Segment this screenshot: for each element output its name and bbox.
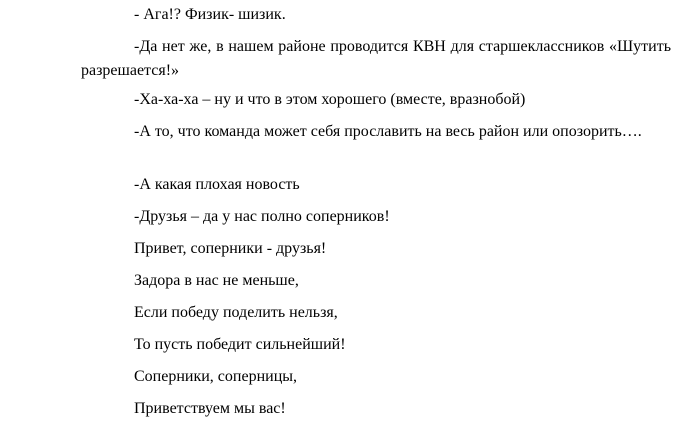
paragraph-2: -Да нет же, в нашем районе проводится КВН для старшеклассников «Шутить разрешается!» — [81, 38, 671, 79]
paragraph-4: -А то, что команда может себя прославить на весь район или опозорить…. — [134, 123, 642, 140]
paragraph-9: Если победу поделить нельзя, — [134, 304, 338, 321]
paragraph-5: -А какая плохая новость — [134, 176, 300, 193]
paragraph-7: Привет, соперники - друзья! — [134, 240, 327, 257]
paragraph-1: - Ага!? Физик- шизик. — [134, 6, 286, 23]
paragraph-6: -Друзья – да у нас полно соперников! — [134, 208, 390, 225]
paragraph-10: То пусть победит сильнейший! — [134, 336, 346, 353]
paragraph-8: Задора в нас не меньше, — [134, 272, 299, 289]
paragraph-3: -Ха-ха-ха – ну и что в этом хорошего (вместе, вразнобой) — [134, 91, 526, 108]
paragraph-12: Приветствуем мы вас! — [134, 400, 286, 417]
paragraph-11: Соперники, соперницы, — [134, 368, 297, 385]
